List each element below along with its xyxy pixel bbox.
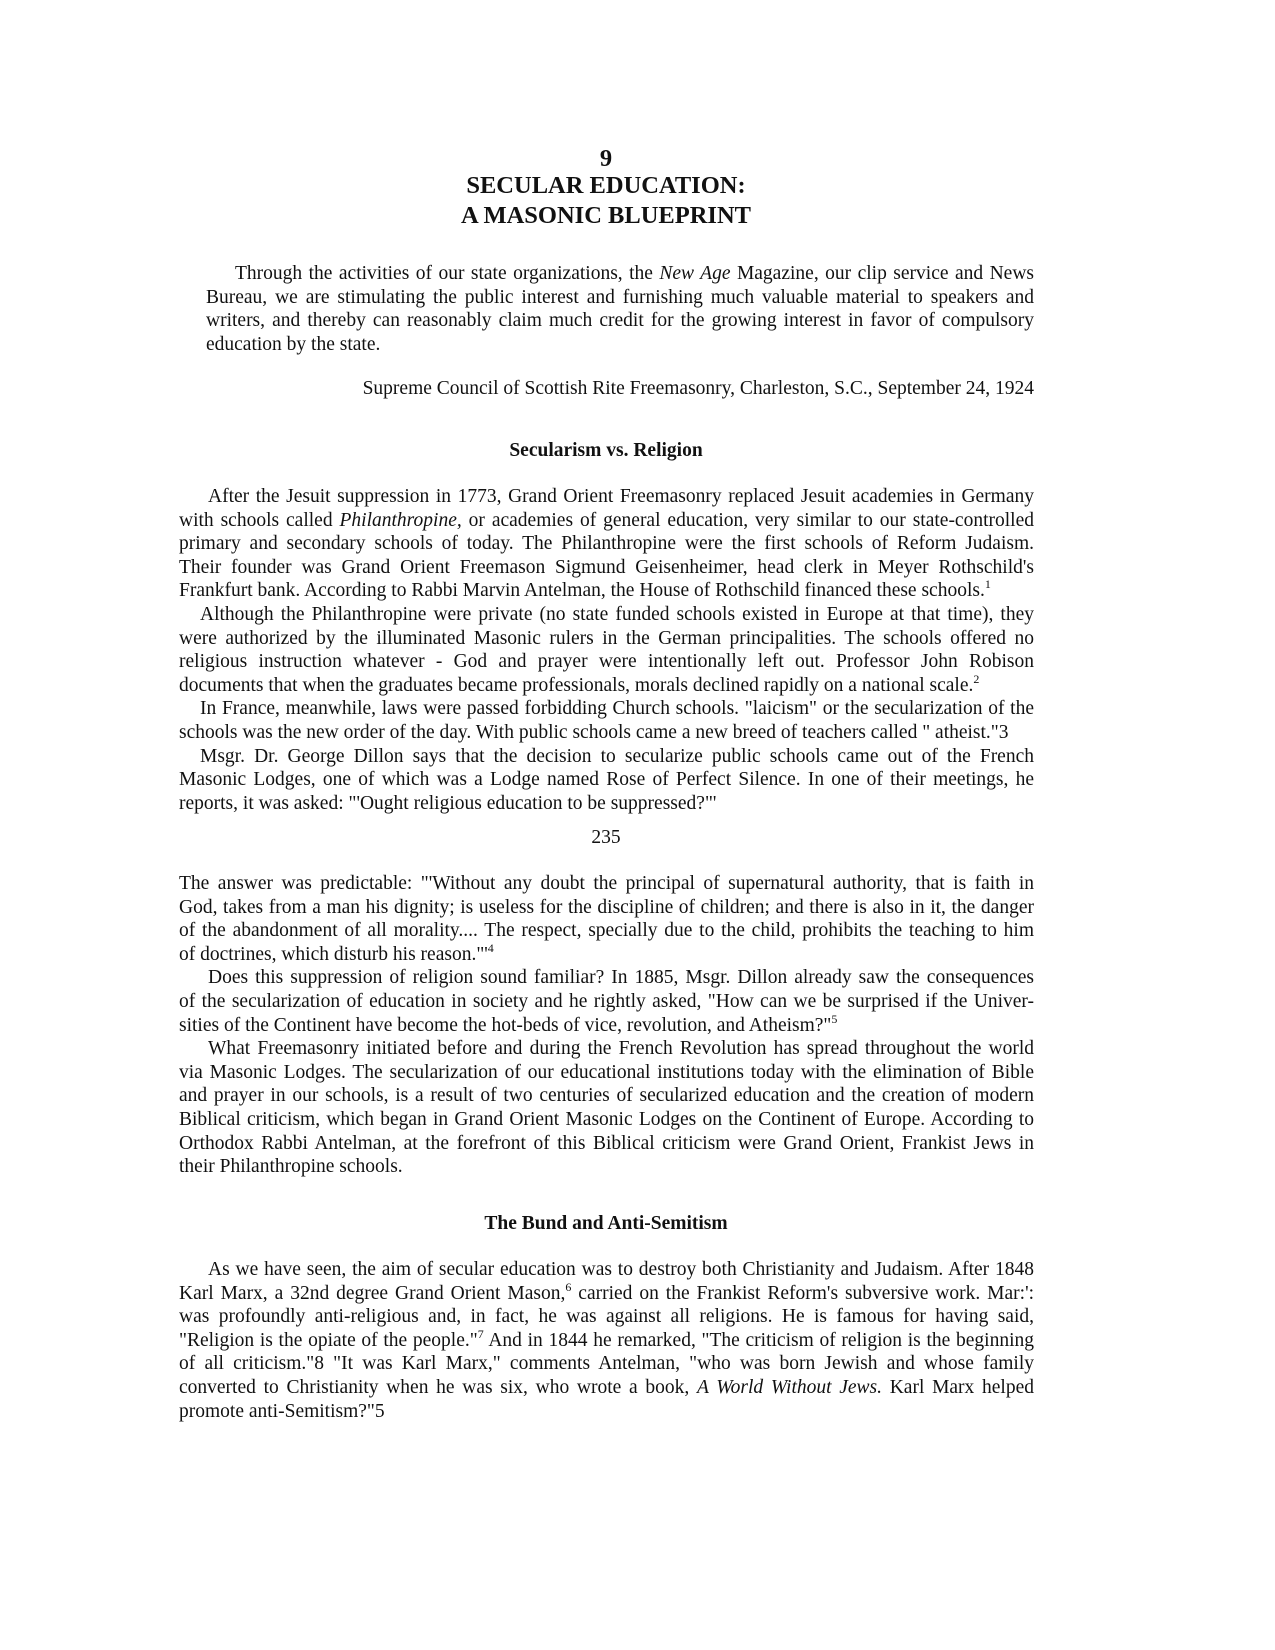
s2-p1-line-2: Karl Marx, a 32nd degree Grand Orient Mason,$^6$ carried on the Frankist Reform's subversive work. Mar:': [179,1281,1034,1304]
c-p1-line-1: The answer was predictable: "'Without any doubt the principal of supernatural authority, that is faith in [179,873,1034,894]
section-heading-secularism: Secularism vs. Religion [509,440,703,461]
section-heading-bund: The Bund and Anti-Semitism [484,1213,728,1234]
s2-p1-line-7: promote anti-Semitism?"5 [179,1400,385,1422]
c-p1-line-3: of the abandonment of all morality.... The respect, specially due to the child, prohibits the teaching to him [179,920,1034,942]
chapter-title-line-2: A MASONIC BLUEPRINT [461,202,751,229]
c-p1-line-2: God, takes from a man his dignity; is useless for the discipline of children; and there is also in it, the danger [179,896,1034,918]
c-p2-line-2: of the secularization of education in society and he rightly asked, "How can we be surprised if the Univer- [179,990,1034,1012]
c-p3-line-1: What Freemasonry initiated before and during the French Revolution has spread throughout the world [208,1038,1034,1060]
c-p3-line-2: via Masonic Lodges. The secularization of our educational institutions today with the elimination of Bible [179,1061,1034,1083]
s1-p3-line-1: In France, meanwhile, laws were passed forbidding Church schools. "laicism" or the secularization of the [200,698,1034,720]
c-p2-line-3: sities of the Continent have become the hot-beds of vice, revolution, and Atheism?"$^5$ [179,1011,838,1036]
footnote-ref: 2 [973,671,980,686]
s2-p1-line-6: converted to Christianity when he was six, who wrote a book, A World Without Jews. Karl Marx helped [179,1376,1034,1398]
chapter-heading [0,145,1212,232]
c-p3-line-5: Orthodox Rabbi Antelman, at the forefront of this Biblical criticism were Grand Orient, Frankist Jews in [179,1132,1034,1154]
s1-p4-line-3: reports, it was asked: "'Ought religious education to be suppressed?"' [179,792,717,814]
epigraph-line-4: education by the state. [206,333,381,355]
s1-p3-line-2: schools was the new order of the day. With public schools came a new breed of teachers called " atheist."3 [179,721,1009,743]
section2-body [179,1258,1034,1423]
footnote-ref: 6 [565,1281,572,1294]
magazine-title: New Age [659,263,731,284]
book-title: A World Without Jews. [696,1376,883,1398]
page-number: 235 [591,827,621,848]
s1-p2-line-1: Although the Philanthropine were private (no state funded schools existed in Europe at that time), they [200,603,1034,625]
s1-p2-line-3: religious instruction whatever - God and prayer were intentionally left out. Professor John Robison [179,651,1034,673]
continuation-body [179,872,1034,1179]
epigraph-attribution: Supreme Council of Scottish Rite Freemasonry, Charleston, S.C., September 24, 1924 [362,378,1034,399]
s2-p1-line-3: was profoundly anti-religious and, in fact, he was against all religions. He is famous for having said, [179,1306,1034,1328]
s2-p1-line-1: As we have seen, the aim of secular education was to destroy both Christianity and Judaism. After 1848 [208,1259,1034,1280]
footnote-ref: 1 [984,577,991,592]
c-p3-line-6: their Philanthropine schools. [179,1156,403,1178]
s2-p1-line-4: "Religion is the opiate of the people."$^7$ And in 1844 he remarked, "The criticism of religion is the beginning [179,1328,1034,1351]
s1-p1-line-5: Frankfurt bank. According to Rabbi Marvin Antelman, the House of Rothschild financed these schools.$^1$ [179,577,991,602]
chapter-title-line-1: SECULAR EDUCATION: [466,172,746,199]
footnote-ref: 4 [487,940,494,955]
epigraph-line-1: Through the activities of our state organizations, the New Age Magazine, our clip service and News [235,263,1034,284]
footnote-ref: 5 [831,1011,838,1026]
c-p3-line-3: and prayer in our schools, is a result of two centuries of secularized education and the creation of modern [179,1085,1034,1107]
s1-p1-line-1: After the Jesuit suppression in 1773, Grand Orient Freemasonry replaced Jesuit academies in Germany [208,486,1034,507]
s1-p2-line-2: were authorized by the illuminated Masonic rulers in the German principalities. The schools offered no [179,627,1034,649]
s1-p2-line-4: documents that when the graduates became professionals, morals declined rapidly on a national scale.$^2$ [179,671,980,696]
epigraph-line-3: writers, and thereby can reasonably claim much credit for the growing interest in favor of compulsory [206,310,1034,332]
c-p1-line-4: of doctrines, which disturb his $reason."'^4$ [179,940,494,965]
s1-p1-line-4: Their founder was Grand Orient Freemason Sigmund Geisenheimer, head clerk in Meyer Rothschild's [179,556,1034,578]
s1-p4-line-1: Msgr. Dr. George Dillon says that the decision to secularize public schools came out of the French [200,745,1034,767]
s1-p4-line-2: Masonic Lodges, one of which was a Lodge named Rose of Perfect Silence. In one of their meetings, he [179,769,1034,791]
section1-body [179,485,1034,815]
c-p2-line-1: Does this suppression of religion sound familiar? In 1885, Msgr. Dillon already saw the consequences [208,967,1034,989]
epigraph [206,262,1034,356]
s2-p1-line-5: of all criticism."8 "It was Karl Marx," comments Antelman, "who was born Jewish and whose family [179,1353,1034,1375]
footnote-ref: 7 [477,1328,484,1341]
c-p3-line-4: Biblical criticism, which began in Grand Orient Masonic Lodges on the Continent of Europe. According to [179,1108,1034,1130]
chapter-number: 9 [599,145,613,172]
s1-p1-line-3: primary and secondary schools of today. The Philanthropine were the first schools of Reform Judaism. [179,533,1034,555]
epigraph-line-2: Bureau, we are stimulating the public interest and furnishing much valuable material to speakers and [206,286,1034,308]
s1-p1-line-2: with schools called Philanthropine, or academies of general education, very similar to our state-controlled [179,509,1034,531]
